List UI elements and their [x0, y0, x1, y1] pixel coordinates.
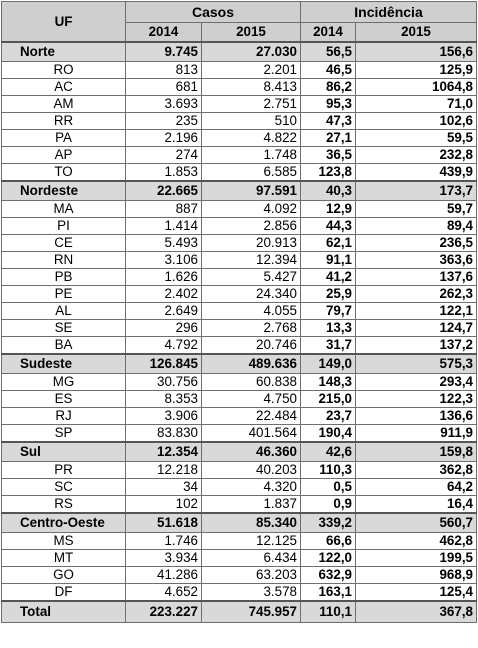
cell-uf: RJ — [2, 408, 126, 425]
table-row — [2, 96, 477, 113]
cell-casos-2015: 5.427 — [202, 269, 301, 286]
table-row — [2, 269, 477, 286]
header-incidencia-2015: 2015 — [356, 22, 477, 42]
cell-casos-2014: 3.693 — [126, 96, 202, 113]
cell-uf: AM — [2, 96, 126, 113]
region-row — [2, 513, 477, 533]
cell-casos-2015: 46.360 — [202, 442, 301, 462]
table-row — [2, 113, 477, 130]
cell-casos-2014: 1.746 — [126, 533, 202, 550]
table-row — [2, 462, 477, 479]
header-casos-2014: 2014 — [126, 22, 202, 42]
cell-casos-2014: 51.618 — [126, 513, 202, 533]
cell-uf: Total — [2, 601, 126, 623]
cell-incidencia-2015: 232,8 — [356, 147, 477, 164]
cell-uf: Norte — [2, 42, 126, 62]
cell-casos-2015: 4.822 — [202, 130, 301, 147]
cell-casos-2015: 489.636 — [202, 354, 301, 374]
cell-uf: Sudeste — [2, 354, 126, 374]
cell-uf: Centro-Oeste — [2, 513, 126, 533]
cell-incidencia-2014: 0,9 — [301, 496, 356, 514]
cell-casos-2014: 274 — [126, 147, 202, 164]
cell-casos-2014: 813 — [126, 62, 202, 79]
cell-casos-2015: 24.340 — [202, 286, 301, 303]
cell-uf: RN — [2, 252, 126, 269]
cell-casos-2014: 83.830 — [126, 425, 202, 443]
cell-incidencia-2014: 31,7 — [301, 337, 356, 355]
cell-casos-2014: 3.106 — [126, 252, 202, 269]
cell-casos-2014: 41.286 — [126, 567, 202, 584]
table-row — [2, 286, 477, 303]
cell-casos-2015: 60.838 — [202, 374, 301, 391]
cell-casos-2015: 12.125 — [202, 533, 301, 550]
cell-incidencia-2015: 911,9 — [356, 425, 477, 443]
cell-incidencia-2014: 110,1 — [301, 601, 356, 623]
cell-incidencia-2014: 339,2 — [301, 513, 356, 533]
cell-uf: MS — [2, 533, 126, 550]
cell-casos-2014: 126.845 — [126, 354, 202, 374]
table-row — [2, 130, 477, 147]
cell-incidencia-2014: 44,3 — [301, 218, 356, 235]
cell-casos-2015: 6.434 — [202, 550, 301, 567]
cell-uf: PA — [2, 130, 126, 147]
cell-casos-2015: 401.564 — [202, 425, 301, 443]
cell-incidencia-2014: 122,0 — [301, 550, 356, 567]
cell-casos-2014: 4.652 — [126, 584, 202, 602]
cell-incidencia-2014: 190,4 — [301, 425, 356, 443]
cell-incidencia-2015: 159,8 — [356, 442, 477, 462]
cell-incidencia-2014: 62,1 — [301, 235, 356, 252]
cell-uf: AP — [2, 147, 126, 164]
cell-casos-2015: 20.913 — [202, 235, 301, 252]
table-body — [2, 42, 477, 623]
cell-incidencia-2015: 89,4 — [356, 218, 477, 235]
cell-casos-2014: 102 — [126, 496, 202, 514]
cell-uf: PE — [2, 286, 126, 303]
cell-uf: CE — [2, 235, 126, 252]
cell-casos-2015: 8.413 — [202, 79, 301, 96]
cell-casos-2014: 22.665 — [126, 181, 202, 201]
cell-incidencia-2014: 13,3 — [301, 320, 356, 337]
cell-casos-2015: 1.748 — [202, 147, 301, 164]
cell-incidencia-2015: 122,3 — [356, 391, 477, 408]
cell-casos-2015: 22.484 — [202, 408, 301, 425]
cell-incidencia-2015: 122,1 — [356, 303, 477, 320]
cell-casos-2015: 4.092 — [202, 201, 301, 218]
cell-incidencia-2014: 148,3 — [301, 374, 356, 391]
header-incidencia-2014: 2014 — [301, 22, 356, 42]
cell-incidencia-2014: 36,5 — [301, 147, 356, 164]
cell-casos-2015: 4.055 — [202, 303, 301, 320]
cell-incidencia-2014: 23,7 — [301, 408, 356, 425]
region-row — [2, 42, 477, 62]
cell-incidencia-2014: 123,8 — [301, 164, 356, 182]
cell-casos-2015: 6.585 — [202, 164, 301, 182]
cell-casos-2015: 27.030 — [202, 42, 301, 62]
cell-casos-2014: 296 — [126, 320, 202, 337]
header-uf: UF — [2, 2, 126, 43]
cell-incidencia-2014: 40,3 — [301, 181, 356, 201]
cell-casos-2014: 9.745 — [126, 42, 202, 62]
cell-incidencia-2015: 64,2 — [356, 479, 477, 496]
cell-casos-2015: 2.751 — [202, 96, 301, 113]
cell-casos-2014: 1.626 — [126, 269, 202, 286]
table-row — [2, 164, 477, 182]
cell-casos-2015: 4.750 — [202, 391, 301, 408]
table-header — [2, 2, 477, 43]
cell-casos-2015: 2.201 — [202, 62, 301, 79]
cell-casos-2015: 510 — [202, 113, 301, 130]
table-row — [2, 479, 477, 496]
header-casos: Casos — [126, 2, 301, 23]
cell-incidencia-2014: 47,3 — [301, 113, 356, 130]
cell-casos-2014: 34 — [126, 479, 202, 496]
cell-incidencia-2014: 79,7 — [301, 303, 356, 320]
cell-casos-2015: 85.340 — [202, 513, 301, 533]
cell-casos-2015: 3.578 — [202, 584, 301, 602]
table-row — [2, 218, 477, 235]
table-row — [2, 425, 477, 443]
cell-uf: DF — [2, 584, 126, 602]
cell-uf: SP — [2, 425, 126, 443]
cell-incidencia-2015: 173,7 — [356, 181, 477, 201]
cell-uf: Nordeste — [2, 181, 126, 201]
cell-incidencia-2015: 102,6 — [356, 113, 477, 130]
cell-incidencia-2015: 575,3 — [356, 354, 477, 374]
cell-casos-2014: 12.354 — [126, 442, 202, 462]
cell-casos-2014: 5.493 — [126, 235, 202, 252]
table-row — [2, 550, 477, 567]
cell-incidencia-2015: 560,7 — [356, 513, 477, 533]
cell-uf: RS — [2, 496, 126, 514]
cell-incidencia-2015: 262,3 — [356, 286, 477, 303]
table-row — [2, 496, 477, 514]
cell-incidencia-2015: 125,9 — [356, 62, 477, 79]
cell-casos-2014: 2.649 — [126, 303, 202, 320]
cell-uf: AC — [2, 79, 126, 96]
cell-casos-2014: 223.227 — [126, 601, 202, 623]
region-row — [2, 181, 477, 201]
cell-incidencia-2015: 363,6 — [356, 252, 477, 269]
region-row — [2, 442, 477, 462]
cell-casos-2015: 2.768 — [202, 320, 301, 337]
cell-uf: SC — [2, 479, 126, 496]
cell-uf: PI — [2, 218, 126, 235]
cell-uf: PR — [2, 462, 126, 479]
table-row — [2, 320, 477, 337]
cell-uf: GO — [2, 567, 126, 584]
cell-uf: RR — [2, 113, 126, 130]
cell-incidencia-2014: 632,9 — [301, 567, 356, 584]
cell-incidencia-2015: 362,8 — [356, 462, 477, 479]
cell-incidencia-2015: 16,4 — [356, 496, 477, 514]
cell-incidencia-2014: 215,0 — [301, 391, 356, 408]
cell-casos-2014: 4.792 — [126, 337, 202, 355]
region-row — [2, 354, 477, 374]
cell-incidencia-2014: 149,0 — [301, 354, 356, 374]
cell-casos-2014: 681 — [126, 79, 202, 96]
cell-casos-2014: 3.906 — [126, 408, 202, 425]
cell-casos-2015: 97.591 — [202, 181, 301, 201]
cell-uf: RO — [2, 62, 126, 79]
cell-incidencia-2014: 0,5 — [301, 479, 356, 496]
cell-uf: AL — [2, 303, 126, 320]
cell-uf: SE — [2, 320, 126, 337]
cell-uf: BA — [2, 337, 126, 355]
cell-incidencia-2014: 110,3 — [301, 462, 356, 479]
cell-incidencia-2014: 42,6 — [301, 442, 356, 462]
cell-casos-2015: 40.203 — [202, 462, 301, 479]
cell-casos-2015: 4.320 — [202, 479, 301, 496]
header-casos-2015: 2015 — [202, 22, 301, 42]
total-row — [2, 601, 477, 623]
table-row — [2, 62, 477, 79]
cell-incidencia-2015: 439,9 — [356, 164, 477, 182]
cell-incidencia-2014: 25,9 — [301, 286, 356, 303]
table-row — [2, 235, 477, 252]
cell-casos-2014: 2.402 — [126, 286, 202, 303]
cell-casos-2015: 1.837 — [202, 496, 301, 514]
table-row — [2, 201, 477, 218]
cell-incidencia-2014: 12,9 — [301, 201, 356, 218]
table-row — [2, 391, 477, 408]
table-row — [2, 374, 477, 391]
cell-casos-2014: 8.353 — [126, 391, 202, 408]
cell-incidencia-2014: 46,5 — [301, 62, 356, 79]
cell-casos-2015: 63.203 — [202, 567, 301, 584]
cell-incidencia-2015: 236,5 — [356, 235, 477, 252]
cell-casos-2014: 887 — [126, 201, 202, 218]
table-row — [2, 337, 477, 355]
cell-casos-2015: 20.746 — [202, 337, 301, 355]
cell-incidencia-2015: 1064,8 — [356, 79, 477, 96]
cell-incidencia-2015: 125,4 — [356, 584, 477, 602]
cell-casos-2014: 30.756 — [126, 374, 202, 391]
cell-incidencia-2015: 156,6 — [356, 42, 477, 62]
cell-uf: ES — [2, 391, 126, 408]
table-row — [2, 79, 477, 96]
cell-casos-2014: 1.414 — [126, 218, 202, 235]
cell-uf: PB — [2, 269, 126, 286]
cell-incidencia-2014: 27,1 — [301, 130, 356, 147]
cell-casos-2014: 12.218 — [126, 462, 202, 479]
cell-incidencia-2015: 367,8 — [356, 601, 477, 623]
table-row — [2, 408, 477, 425]
cell-casos-2015: 12.394 — [202, 252, 301, 269]
cell-uf: TO — [2, 164, 126, 182]
cases-incidence-table — [1, 1, 477, 623]
cell-incidencia-2014: 163,1 — [301, 584, 356, 602]
cell-incidencia-2014: 95,3 — [301, 96, 356, 113]
cell-incidencia-2015: 293,4 — [356, 374, 477, 391]
table-row — [2, 567, 477, 584]
cell-casos-2015: 2.856 — [202, 218, 301, 235]
cell-incidencia-2015: 462,8 — [356, 533, 477, 550]
cell-incidencia-2015: 59,7 — [356, 201, 477, 218]
data-table-container — [1, 1, 476, 623]
cell-incidencia-2015: 136,6 — [356, 408, 477, 425]
cell-incidencia-2015: 199,5 — [356, 550, 477, 567]
table-row — [2, 252, 477, 269]
table-row — [2, 533, 477, 550]
cell-uf: MT — [2, 550, 126, 567]
cell-incidencia-2015: 59,5 — [356, 130, 477, 147]
table-row — [2, 303, 477, 320]
header-incidencia: Incidência — [301, 2, 477, 23]
cell-casos-2014: 2.196 — [126, 130, 202, 147]
cell-incidencia-2015: 71,0 — [356, 96, 477, 113]
cell-casos-2014: 1.853 — [126, 164, 202, 182]
cell-casos-2014: 3.934 — [126, 550, 202, 567]
cell-uf: MG — [2, 374, 126, 391]
cell-casos-2015: 745.957 — [202, 601, 301, 623]
cell-uf: MA — [2, 201, 126, 218]
cell-incidencia-2014: 86,2 — [301, 79, 356, 96]
cell-incidencia-2014: 91,1 — [301, 252, 356, 269]
table-row — [2, 584, 477, 602]
cell-incidencia-2015: 137,6 — [356, 269, 477, 286]
cell-incidencia-2014: 41,2 — [301, 269, 356, 286]
table-row — [2, 147, 477, 164]
cell-incidencia-2015: 137,2 — [356, 337, 477, 355]
cell-uf: Sul — [2, 442, 126, 462]
cell-casos-2014: 235 — [126, 113, 202, 130]
cell-incidencia-2014: 66,6 — [301, 533, 356, 550]
cell-incidencia-2014: 56,5 — [301, 42, 356, 62]
cell-incidencia-2015: 124,7 — [356, 320, 477, 337]
cell-incidencia-2015: 968,9 — [356, 567, 477, 584]
